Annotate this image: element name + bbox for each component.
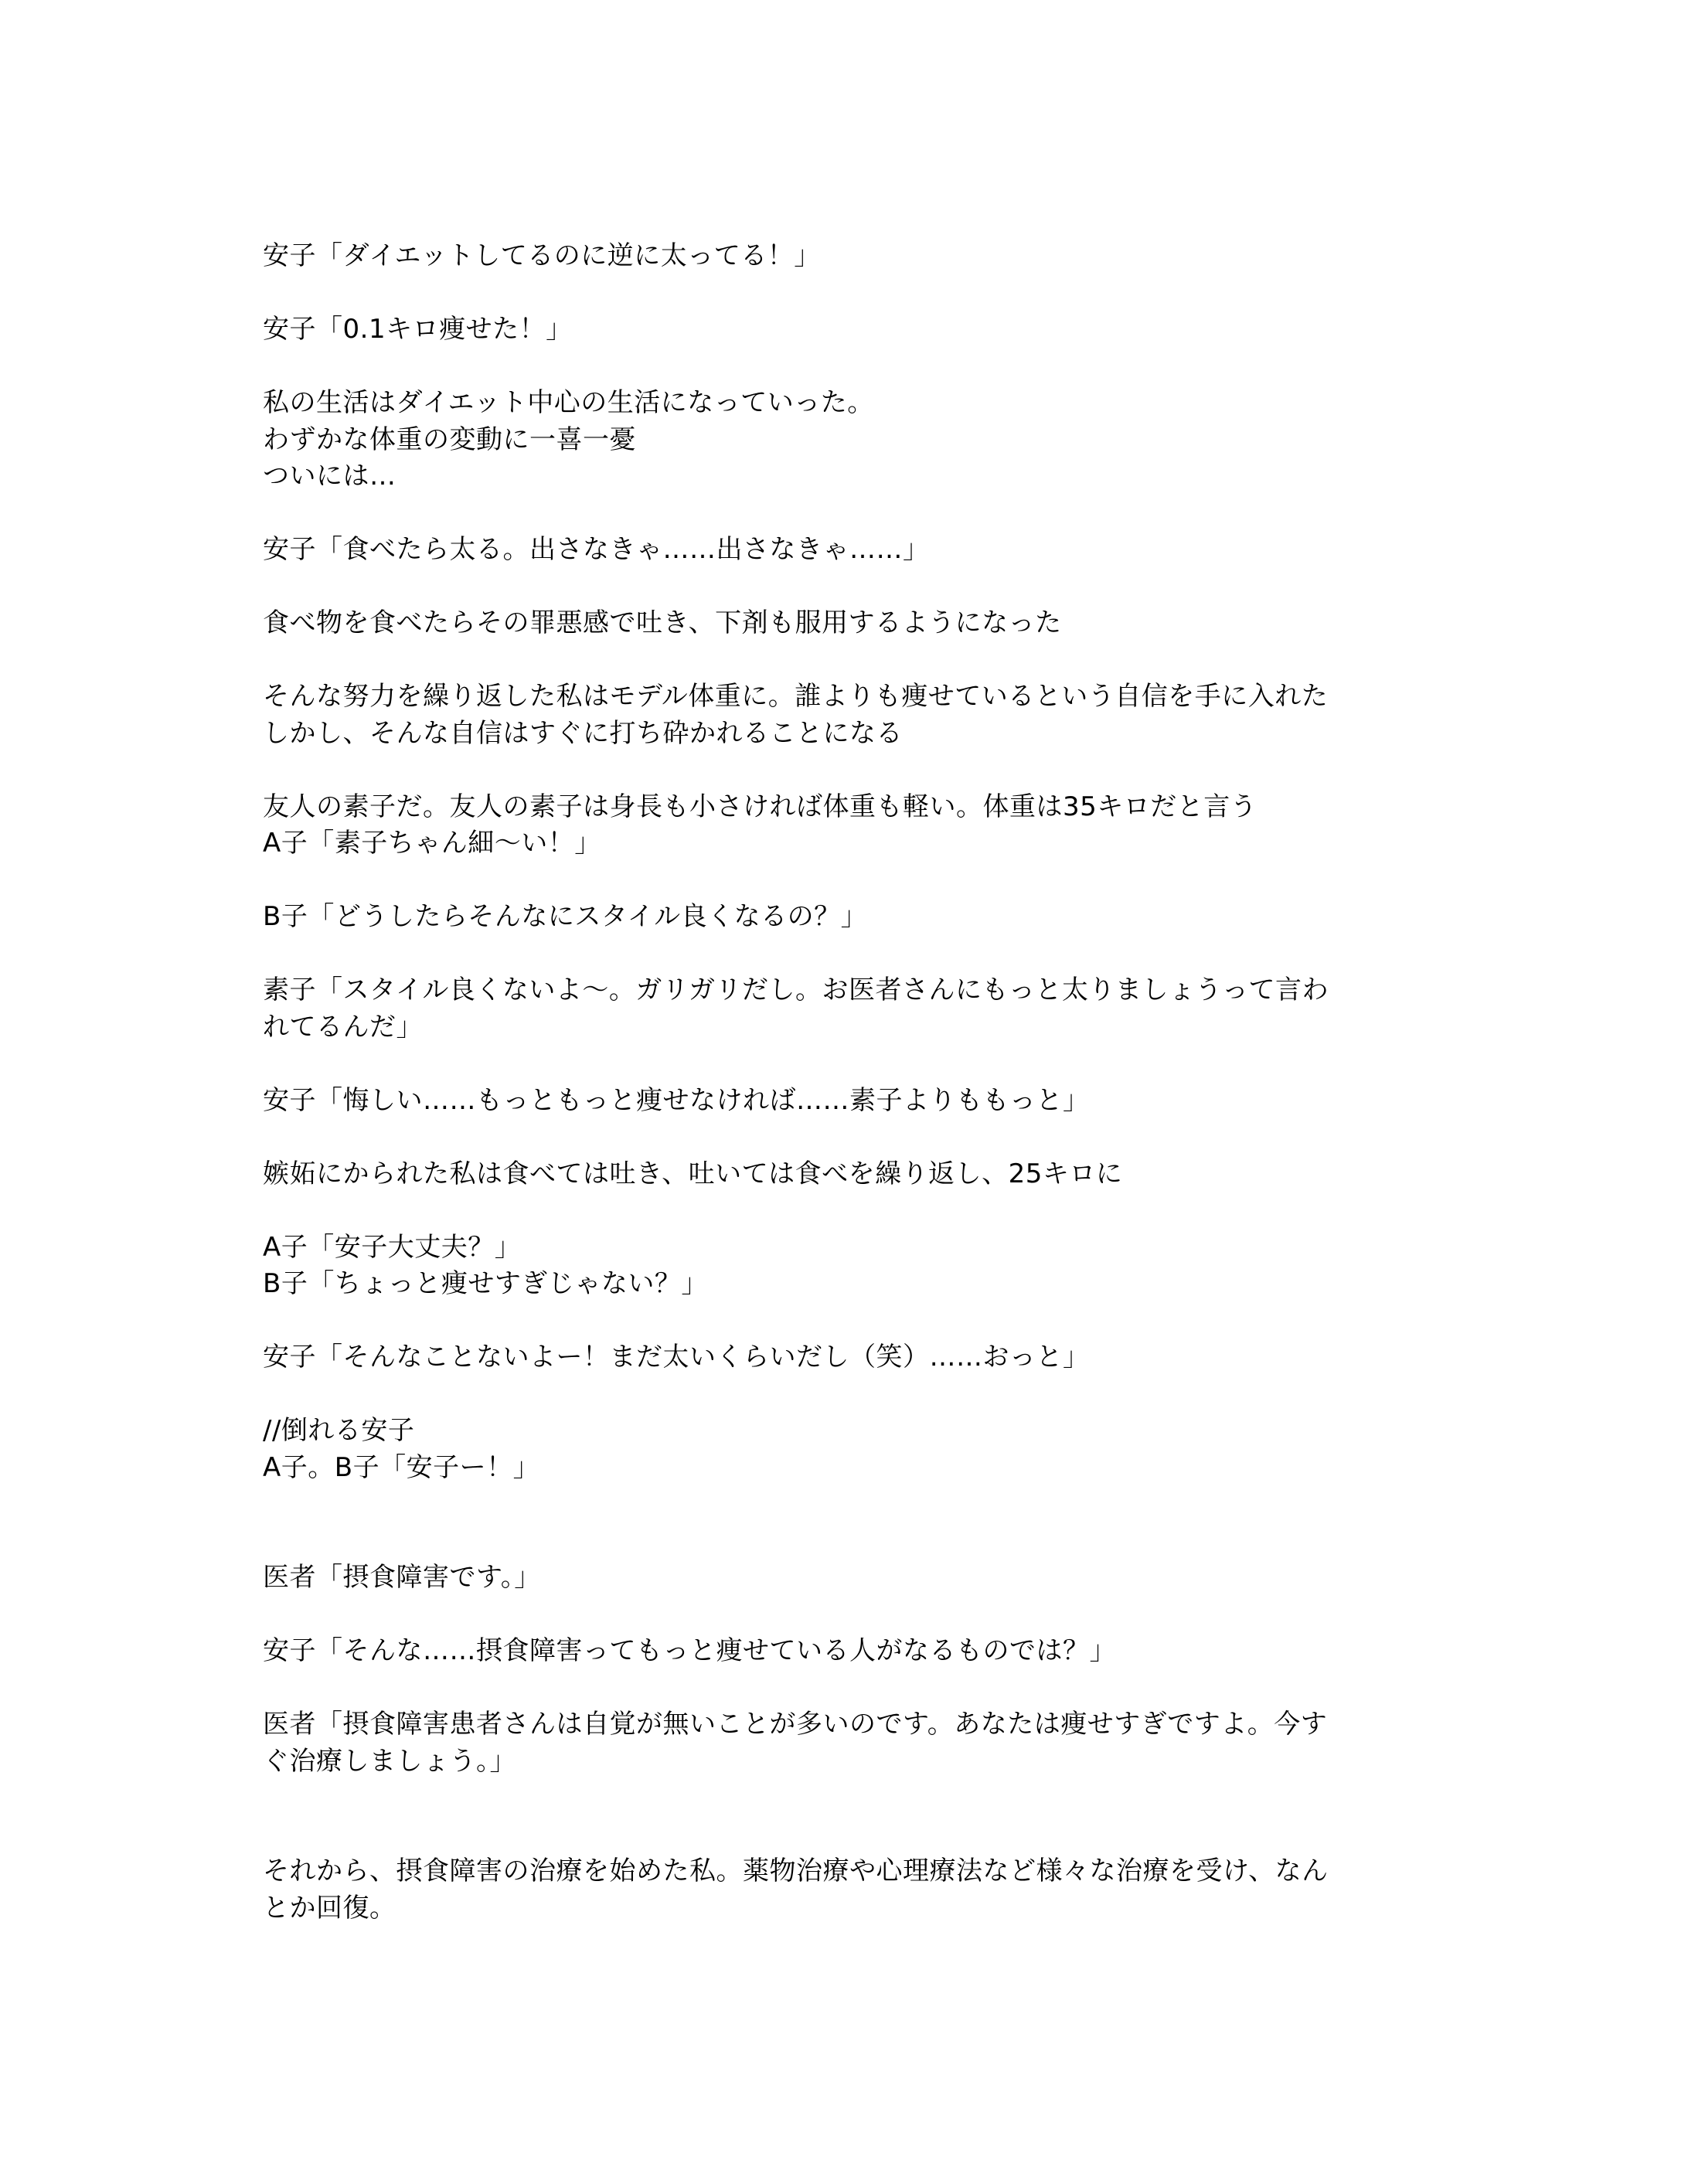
stage-direction-line: //倒れる安子 [263,1415,415,1446]
dialogue-line: B子「どうしたらそんなにスタイル良くなるの？」 [263,901,868,932]
dialogue-line: A子。B子「安子ー！」 [263,1451,540,1483]
blank-line [263,936,1438,973]
blank-line [263,1376,1438,1413]
dialogue-line: れてるんだ」 [263,1011,423,1043]
blank-line [263,1523,1438,1560]
narration-line: しかし、そんな自信はすぐに打ち砕かれることになる [263,717,903,749]
blank-line [263,1780,1438,1817]
narration-line: 食べ物を食べたらその罪悪感で吐き、下剤も服用するようになった [263,607,1062,638]
dialogue-line: 安子「食べたら太る。出さなきゃ……出さなきゃ……」 [263,534,930,565]
blank-line [263,642,1438,679]
dialogue-line: 安子「そんなことないよー！まだ太いくらいだし（笑）……おっと」 [263,1342,1090,1373]
blank-line [263,275,1438,312]
narration-line: それから、摂食障害の治療を始めた私。薬物治療や心理療法など様々な治療を受け、なん [263,1856,1329,1886]
blank-line [263,1303,1438,1340]
narration-line: わずかな体重の変動に一喜一憂 [263,424,636,455]
dialogue-line: 安子「そんな……摂食障害ってもっと痩せている人がなるものでは？」 [263,1635,1116,1666]
blank-line [263,862,1438,900]
dialogue-line: 安子「悔しい……もっともっと痩せなければ……素子よりももっと」 [263,1084,1090,1116]
blank-line [263,1486,1438,1523]
narration-line: 友人の素子だ。友人の素子は身長も小さければ体重も軽い。体重は35キロだと言う [263,791,1257,822]
dialogue-line: 医者「摂食障害患者さんは自覚が無いことが多いのです。あなたは痩せすぎですよ。今す [263,1709,1328,1740]
blank-line [263,1119,1438,1156]
dialogue-line: ぐ治療しましょう。」 [263,1745,516,1777]
narration-line: とか回復。 [263,1892,396,1924]
dialogue-line: 医者「摂食障害です。」 [263,1562,541,1593]
blank-line [263,1046,1438,1083]
dialogue-line: 安子「0.1キロ痩せた！」 [263,314,573,345]
blank-line [263,569,1438,606]
dialogue-line: B子「ちょっと痩せすぎじゃない？」 [263,1268,708,1299]
blank-line [263,1817,1438,1854]
narration-line: ついには… [263,461,396,492]
blank-line [263,1670,1438,1707]
dialogue-line: 素子「スタイル良くないよ～。ガリガリだし。お医者さんにもっと太りましょうって言わ [263,975,1329,1005]
narration-line: 嫉妬にかられた私は食べては吐き、吐いては食べを繰り返し、25キロに [263,1158,1123,1189]
script-text-body [263,238,1438,1927]
narration-line: そんな努力を繰り返した私はモデル体重に。誰よりも痩せているという自信を手に入れた [263,681,1329,712]
blank-line [263,1597,1438,1634]
narration-line: 私の生活はダイエット中心の生活になっていった。 [263,387,874,418]
blank-line [263,752,1438,789]
blank-line [263,349,1438,386]
blank-line [263,495,1438,532]
dialogue-line: A子「素子ちゃん細～い！」 [263,828,601,859]
blank-line [263,1192,1438,1230]
dialogue-line: 安子「ダイエットしてるのに逆に太ってる！」 [263,240,821,271]
dialogue-line: A子「安子大丈夫？」 [263,1231,522,1263]
